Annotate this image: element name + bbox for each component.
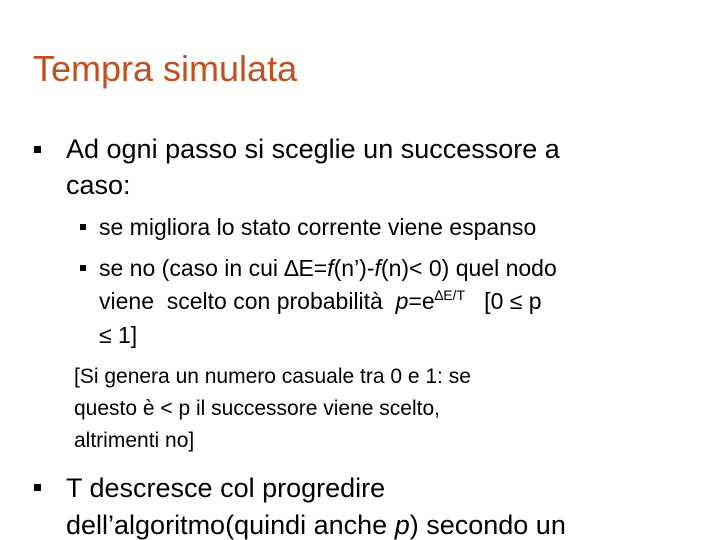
sub-bullet-marker — [80, 265, 86, 271]
text-run: dell’algoritmo(quindi anche — [66, 510, 395, 540]
bullet2-line2 — [66, 512, 566, 539]
sub-bullet2-line2 — [99, 287, 542, 314]
note-line2 — [74, 398, 440, 419]
note-line3: altrimenti no] — [74, 429, 195, 452]
text-run: se no (caso in cui — [99, 255, 285, 281]
sub-bullet2-line1 — [99, 257, 557, 280]
note-line1: [Si genera un numero casuale tra 0 e 1: se — [74, 365, 471, 388]
slide-title: Tempra simulata — [33, 48, 298, 89]
less-than-symbol: < — [160, 397, 173, 420]
text-run: 0) quel nodo — [422, 255, 557, 281]
bullet1-line2: caso: — [66, 170, 131, 200]
text-run: ) secondo un — [409, 510, 566, 540]
exponent: ∆E/T — [434, 287, 466, 303]
function-f: f — [327, 255, 334, 281]
function-f: f — [374, 255, 381, 281]
text-run: (n’)- — [333, 255, 375, 281]
text-run: =e — [408, 288, 435, 314]
text-run: p — [522, 288, 542, 314]
bullet1-line1: Ad ogni passo si sceglie un successore a — [66, 134, 560, 164]
text-run: 1] — [111, 322, 138, 348]
text-run: viene scelto con probabilità — [99, 288, 396, 314]
delta-symbol: ∆ — [284, 255, 299, 281]
leq-symbol: ≤ — [509, 288, 523, 314]
text-run: (n) — [380, 255, 410, 281]
sub-bullet2-line3 — [99, 324, 137, 347]
leq-symbol: ≤ — [99, 322, 112, 348]
text-run: p il successore viene scelto, — [172, 397, 440, 420]
bullet-marker — [34, 146, 41, 153]
less-than-symbol: < — [409, 255, 423, 281]
variable-p: p — [395, 288, 409, 314]
variable-p: p — [394, 510, 410, 540]
text-run: questo è — [74, 397, 161, 420]
bullet-marker — [34, 484, 41, 491]
bullet2-line1: T descresce col progredire — [66, 473, 386, 503]
sub-bullet-marker — [80, 224, 86, 230]
text-run: [0 — [465, 288, 510, 314]
sub-bullet1-text: se migliora lo stato corrente viene espanso — [99, 214, 537, 240]
text-run: E= — [298, 255, 328, 281]
